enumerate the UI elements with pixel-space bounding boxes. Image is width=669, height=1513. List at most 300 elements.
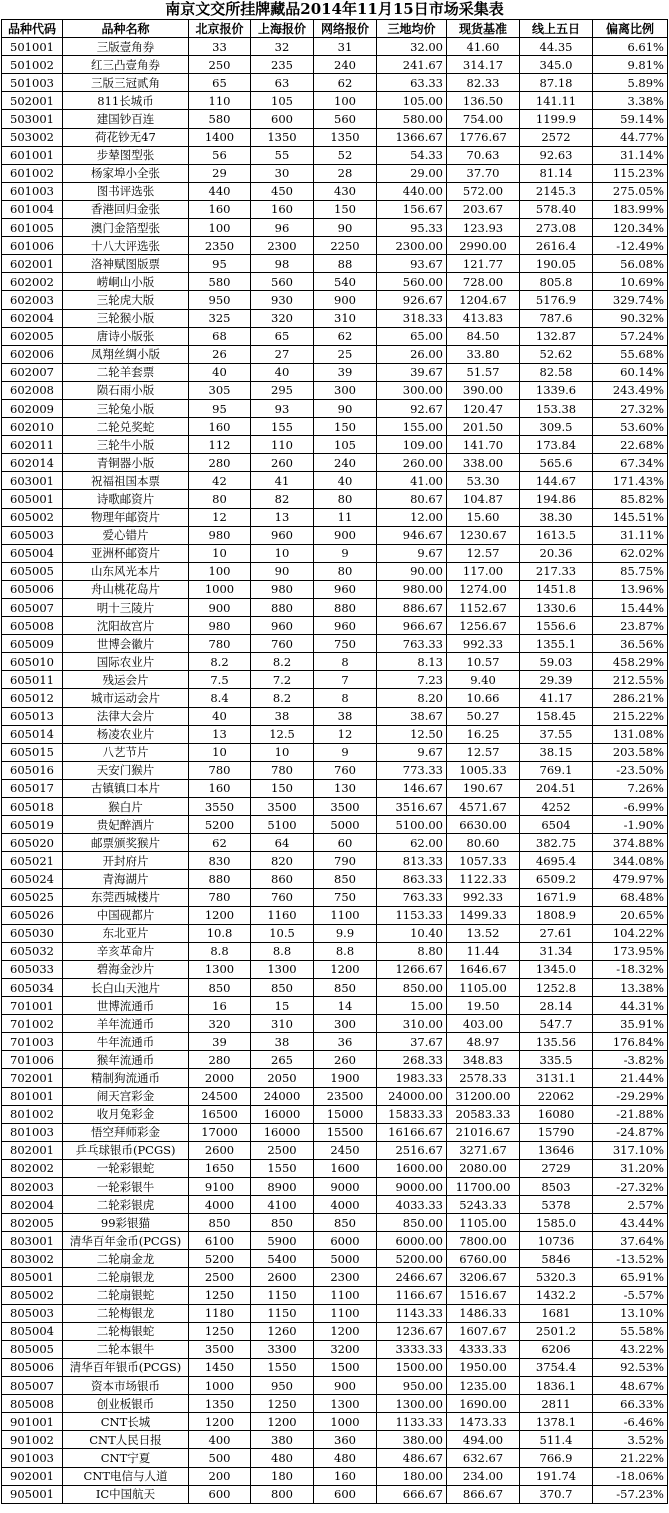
five-day-online-cell: 4252 xyxy=(520,798,593,816)
network-price-cell: 7 xyxy=(314,671,377,689)
five-day-online-cell: 81.14 xyxy=(520,164,593,182)
spot-benchmark-cell: 10.66 xyxy=(447,689,520,707)
spot-benchmark-cell: 11.44 xyxy=(447,942,520,960)
item-code-cell: 605016 xyxy=(2,761,63,779)
network-price-cell: 15500 xyxy=(314,1123,377,1141)
item-name-cell: 三版三冠贰角 xyxy=(63,74,189,92)
deviation-ratio-cell: 20.65% xyxy=(593,906,668,924)
item-name-cell: 洛神赋图版票 xyxy=(63,255,189,273)
table-row xyxy=(2,1413,668,1431)
spot-benchmark-cell: 10.57 xyxy=(447,653,520,671)
spot-benchmark-cell: 203.67 xyxy=(447,200,520,218)
five-day-online-cell: 92.63 xyxy=(520,146,593,164)
item-code-cell: 605020 xyxy=(2,834,63,852)
beijing-price-cell: 112 xyxy=(189,436,251,454)
five-day-online-cell: 59.03 xyxy=(520,653,593,671)
deviation-ratio-cell: -27.32% xyxy=(593,1178,668,1196)
item-code-cell: 605003 xyxy=(2,526,63,544)
beijing-price-cell: 62 xyxy=(189,834,251,852)
item-code-cell: 805001 xyxy=(2,1268,63,1286)
network-price-cell: 1200 xyxy=(314,960,377,978)
spot-benchmark-cell: 348.83 xyxy=(447,1051,520,1069)
item-code-cell: 602002 xyxy=(2,273,63,291)
deviation-ratio-cell: 55.58% xyxy=(593,1322,668,1340)
spot-benchmark-cell: 136.50 xyxy=(447,92,520,110)
beijing-price-cell: 110 xyxy=(189,92,251,110)
network-price-cell: 130 xyxy=(314,779,377,797)
item-name-cell: 唐诗小版张 xyxy=(63,327,189,345)
deviation-ratio-cell: 344.08% xyxy=(593,852,668,870)
spot-benchmark-cell: 120.47 xyxy=(447,399,520,417)
spot-benchmark-cell: 70.63 xyxy=(447,146,520,164)
item-name-cell: 二轮本银牛 xyxy=(63,1340,189,1358)
spot-benchmark-cell: 1486.33 xyxy=(447,1304,520,1322)
network-price-cell: 9 xyxy=(314,544,377,562)
network-price-cell: 105 xyxy=(314,436,377,454)
item-code-cell: 605030 xyxy=(2,924,63,942)
average-price-cell: 1143.33 xyxy=(377,1304,447,1322)
table-row xyxy=(2,219,668,237)
network-price-cell: 12 xyxy=(314,725,377,743)
shanghai-price-cell: 12.5 xyxy=(251,725,314,743)
deviation-ratio-cell: 60.14% xyxy=(593,363,668,381)
five-day-online-cell: 1836.1 xyxy=(520,1377,593,1395)
deviation-ratio-cell: -57.23% xyxy=(593,1485,668,1503)
beijing-price-cell: 950 xyxy=(189,291,251,309)
deviation-ratio-cell: 7.26% xyxy=(593,779,668,797)
shanghai-price-cell: 4100 xyxy=(251,1196,314,1214)
average-price-cell: 62.00 xyxy=(377,834,447,852)
spot-benchmark-cell: 866.67 xyxy=(447,1485,520,1503)
item-name-cell: 三轮猴小版 xyxy=(63,309,189,327)
table-row xyxy=(2,978,668,996)
shanghai-price-cell: 1550 xyxy=(251,1358,314,1376)
table-row xyxy=(2,1304,668,1322)
table-row xyxy=(2,906,668,924)
item-code-cell: 802004 xyxy=(2,1196,63,1214)
deviation-ratio-cell: 65.91% xyxy=(593,1268,668,1286)
shanghai-price-cell: 820 xyxy=(251,852,314,870)
beijing-price-cell: 6100 xyxy=(189,1232,251,1250)
five-day-online-cell: 1199.9 xyxy=(520,110,593,128)
average-price-cell: 180.00 xyxy=(377,1467,447,1485)
item-code-cell: 605025 xyxy=(2,888,63,906)
average-price-cell: 886.67 xyxy=(377,599,447,617)
average-price-cell: 146.67 xyxy=(377,779,447,797)
spot-benchmark-cell: 992.33 xyxy=(447,635,520,653)
deviation-ratio-cell: -24.87% xyxy=(593,1123,668,1141)
shanghai-price-cell: 1160 xyxy=(251,906,314,924)
item-name-cell: 东莞西城楼片 xyxy=(63,888,189,906)
average-price-cell: 926.67 xyxy=(377,291,447,309)
spot-benchmark-cell: 48.97 xyxy=(447,1033,520,1051)
spot-benchmark-cell: 16.25 xyxy=(447,725,520,743)
network-price-cell: 90 xyxy=(314,399,377,417)
five-day-online-cell: 2145.3 xyxy=(520,182,593,200)
item-code-cell: 605032 xyxy=(2,942,63,960)
shanghai-price-cell: 450 xyxy=(251,182,314,200)
spot-benchmark-cell: 117.00 xyxy=(447,562,520,580)
deviation-ratio-cell: 53.60% xyxy=(593,418,668,436)
shanghai-price-cell: 950 xyxy=(251,1377,314,1395)
network-price-cell: 38 xyxy=(314,707,377,725)
five-day-online-cell: 382.75 xyxy=(520,834,593,852)
item-code-cell: 805005 xyxy=(2,1340,63,1358)
table-row xyxy=(2,725,668,743)
network-price-cell: 900 xyxy=(314,526,377,544)
beijing-price-cell: 10 xyxy=(189,743,251,761)
network-price-cell: 8 xyxy=(314,653,377,671)
network-price-cell: 15000 xyxy=(314,1105,377,1123)
network-price-cell: 1500 xyxy=(314,1358,377,1376)
beijing-price-cell: 1250 xyxy=(189,1286,251,1304)
col-header-average: 三地均价 xyxy=(377,20,447,38)
network-price-cell: 60 xyxy=(314,834,377,852)
network-price-cell: 9.9 xyxy=(314,924,377,942)
deviation-ratio-cell: 120.34% xyxy=(593,219,668,237)
spot-benchmark-cell: 1105.00 xyxy=(447,1214,520,1232)
spot-benchmark-cell: 2578.33 xyxy=(447,1069,520,1087)
average-price-cell: 15.00 xyxy=(377,997,447,1015)
beijing-price-cell: 580 xyxy=(189,273,251,291)
table-row xyxy=(2,1178,668,1196)
five-day-online-cell: 22062 xyxy=(520,1087,593,1105)
deviation-ratio-cell: 55.68% xyxy=(593,345,668,363)
deviation-ratio-cell: -23.50% xyxy=(593,761,668,779)
beijing-price-cell: 26 xyxy=(189,345,251,363)
beijing-price-cell: 29 xyxy=(189,164,251,182)
table-row xyxy=(2,942,668,960)
table-row xyxy=(2,960,668,978)
five-day-online-cell: 38.30 xyxy=(520,508,593,526)
deviation-ratio-cell: 68.48% xyxy=(593,888,668,906)
deviation-ratio-cell: 6.61% xyxy=(593,38,668,56)
average-price-cell: 241.67 xyxy=(377,56,447,74)
item-code-cell: 602010 xyxy=(2,418,63,436)
table-row xyxy=(2,345,668,363)
table-row xyxy=(2,327,668,345)
deviation-ratio-cell: 43.44% xyxy=(593,1214,668,1232)
deviation-ratio-cell: 36.56% xyxy=(593,635,668,653)
network-price-cell: 790 xyxy=(314,852,377,870)
average-price-cell: 380.00 xyxy=(377,1431,447,1449)
table-row xyxy=(2,255,668,273)
table-row xyxy=(2,146,668,164)
spot-benchmark-cell: 1256.67 xyxy=(447,617,520,635)
item-name-cell: 99彩银猫 xyxy=(63,1214,189,1232)
network-price-cell: 1300 xyxy=(314,1395,377,1413)
average-price-cell: 90.00 xyxy=(377,562,447,580)
deviation-ratio-cell: 317.10% xyxy=(593,1141,668,1159)
average-price-cell: 773.33 xyxy=(377,761,447,779)
shanghai-price-cell: 93 xyxy=(251,399,314,417)
shanghai-price-cell: 24000 xyxy=(251,1087,314,1105)
item-name-cell: 杨家埠小全张 xyxy=(63,164,189,182)
average-price-cell: 3516.67 xyxy=(377,798,447,816)
item-name-cell: 步辇图型张 xyxy=(63,146,189,164)
table-row xyxy=(2,779,668,797)
spot-benchmark-cell: 728.00 xyxy=(447,273,520,291)
item-name-cell: 青海湖片 xyxy=(63,870,189,888)
shanghai-price-cell: 55 xyxy=(251,146,314,164)
deviation-ratio-cell: 176.84% xyxy=(593,1033,668,1051)
item-code-cell: 801002 xyxy=(2,1105,63,1123)
item-name-cell: 世博流通币 xyxy=(63,997,189,1015)
item-name-cell: 明十三陵片 xyxy=(63,599,189,617)
table-row xyxy=(2,1196,668,1214)
network-price-cell: 2450 xyxy=(314,1141,377,1159)
spot-benchmark-cell: 19.50 xyxy=(447,997,520,1015)
item-code-cell: 605014 xyxy=(2,725,63,743)
deviation-ratio-cell: 37.64% xyxy=(593,1232,668,1250)
item-name-cell: 二轮兑奖蛇 xyxy=(63,418,189,436)
spot-benchmark-cell: 2080.00 xyxy=(447,1159,520,1177)
spot-benchmark-cell: 51.57 xyxy=(447,363,520,381)
five-day-online-cell: 1355.1 xyxy=(520,635,593,653)
network-price-cell: 31 xyxy=(314,38,377,56)
table-row xyxy=(2,599,668,617)
item-name-cell: 红三凸壹角券 xyxy=(63,56,189,74)
shanghai-price-cell: 8.2 xyxy=(251,689,314,707)
average-price-cell: 5200.00 xyxy=(377,1250,447,1268)
item-code-cell: 605009 xyxy=(2,635,63,653)
shanghai-price-cell: 560 xyxy=(251,273,314,291)
item-name-cell: 猴白片 xyxy=(63,798,189,816)
shanghai-price-cell: 1250 xyxy=(251,1395,314,1413)
beijing-price-cell: 200 xyxy=(189,1467,251,1485)
item-name-cell: CNT人民日报 xyxy=(63,1431,189,1449)
average-price-cell: 39.67 xyxy=(377,363,447,381)
item-name-cell: 牛年流通币 xyxy=(63,1033,189,1051)
five-day-online-cell: 2729 xyxy=(520,1159,593,1177)
item-code-cell: 502001 xyxy=(2,92,63,110)
spot-benchmark-cell: 1950.00 xyxy=(447,1358,520,1376)
beijing-price-cell: 500 xyxy=(189,1449,251,1467)
beijing-price-cell: 5200 xyxy=(189,816,251,834)
average-price-cell: 2516.67 xyxy=(377,1141,447,1159)
beijing-price-cell: 8.2 xyxy=(189,653,251,671)
spot-benchmark-cell: 390.00 xyxy=(447,381,520,399)
shanghai-price-cell: 110 xyxy=(251,436,314,454)
five-day-online-cell: 52.62 xyxy=(520,345,593,363)
five-day-online-cell: 2616.4 xyxy=(520,237,593,255)
item-code-cell: 605026 xyxy=(2,906,63,924)
item-name-cell: 猴年流通币 xyxy=(63,1051,189,1069)
beijing-price-cell: 10 xyxy=(189,544,251,562)
network-price-cell: 6000 xyxy=(314,1232,377,1250)
item-code-cell: 601001 xyxy=(2,146,63,164)
five-day-online-cell: 547.7 xyxy=(520,1015,593,1033)
table-row xyxy=(2,1395,668,1413)
five-day-online-cell: 2811 xyxy=(520,1395,593,1413)
shanghai-price-cell: 480 xyxy=(251,1449,314,1467)
deviation-ratio-cell: 21.44% xyxy=(593,1069,668,1087)
shanghai-price-cell: 265 xyxy=(251,1051,314,1069)
deviation-ratio-cell: -18.32% xyxy=(593,960,668,978)
network-price-cell: 25 xyxy=(314,345,377,363)
beijing-price-cell: 305 xyxy=(189,381,251,399)
shanghai-price-cell: 10 xyxy=(251,544,314,562)
table-row xyxy=(2,1159,668,1177)
five-day-online-cell: 370.7 xyxy=(520,1485,593,1503)
average-price-cell: 65.00 xyxy=(377,327,447,345)
item-code-cell: 503002 xyxy=(2,128,63,146)
five-day-online-cell: 3754.4 xyxy=(520,1358,593,1376)
five-day-online-cell: 144.67 xyxy=(520,472,593,490)
item-code-cell: 805002 xyxy=(2,1286,63,1304)
beijing-price-cell: 160 xyxy=(189,418,251,436)
five-day-online-cell: 5176.9 xyxy=(520,291,593,309)
shanghai-price-cell: 760 xyxy=(251,888,314,906)
average-price-cell: 946.67 xyxy=(377,526,447,544)
item-code-cell: 601004 xyxy=(2,200,63,218)
deviation-ratio-cell: 374.88% xyxy=(593,834,668,852)
deviation-ratio-cell: 2.57% xyxy=(593,1196,668,1214)
item-name-cell: 凤翔丝绸小版 xyxy=(63,345,189,363)
table-row xyxy=(2,418,668,436)
network-price-cell: 1350 xyxy=(314,128,377,146)
beijing-price-cell: 980 xyxy=(189,526,251,544)
average-price-cell: 560.00 xyxy=(377,273,447,291)
five-day-online-cell: 16080 xyxy=(520,1105,593,1123)
five-day-online-cell: 191.74 xyxy=(520,1467,593,1485)
beijing-price-cell: 95 xyxy=(189,399,251,417)
average-price-cell: 950.00 xyxy=(377,1377,447,1395)
col-header-shanghai: 上海报价 xyxy=(251,20,314,38)
beijing-price-cell: 600 xyxy=(189,1485,251,1503)
average-price-cell: 300.00 xyxy=(377,381,447,399)
beijing-price-cell: 42 xyxy=(189,472,251,490)
beijing-price-cell: 320 xyxy=(189,1015,251,1033)
average-price-cell: 26.00 xyxy=(377,345,447,363)
network-price-cell: 3500 xyxy=(314,798,377,816)
shanghai-price-cell: 3500 xyxy=(251,798,314,816)
shanghai-price-cell: 16000 xyxy=(251,1123,314,1141)
shanghai-price-cell: 180 xyxy=(251,1467,314,1485)
item-name-cell: 闹天宫彩金 xyxy=(63,1087,189,1105)
shanghai-price-cell: 880 xyxy=(251,599,314,617)
spot-benchmark-cell: 1274.00 xyxy=(447,580,520,598)
five-day-online-cell: 87.18 xyxy=(520,74,593,92)
item-name-cell: 十八大评选张 xyxy=(63,237,189,255)
network-price-cell: 62 xyxy=(314,327,377,345)
table-row xyxy=(2,852,668,870)
shanghai-price-cell: 64 xyxy=(251,834,314,852)
five-day-online-cell: 565.6 xyxy=(520,454,593,472)
five-day-online-cell: 1451.8 xyxy=(520,580,593,598)
item-name-cell: 残运会片 xyxy=(63,671,189,689)
table-row xyxy=(2,237,668,255)
spot-benchmark-cell: 4333.33 xyxy=(447,1340,520,1358)
table-row xyxy=(2,1141,668,1159)
item-name-cell: 国际农业片 xyxy=(63,653,189,671)
item-name-cell: 图书评选张 xyxy=(63,182,189,200)
network-price-cell: 8 xyxy=(314,689,377,707)
network-price-cell: 960 xyxy=(314,580,377,598)
shanghai-price-cell: 32 xyxy=(251,38,314,56)
spot-benchmark-cell: 53.30 xyxy=(447,472,520,490)
shanghai-price-cell: 90 xyxy=(251,562,314,580)
item-code-cell: 701001 xyxy=(2,997,63,1015)
table-row xyxy=(2,1485,668,1503)
beijing-price-cell: 160 xyxy=(189,779,251,797)
item-code-cell: 602006 xyxy=(2,345,63,363)
average-price-cell: 666.67 xyxy=(377,1485,447,1503)
average-price-cell: 1600.00 xyxy=(377,1159,447,1177)
col-header-name: 品种名称 xyxy=(63,20,189,38)
shanghai-price-cell: 10 xyxy=(251,743,314,761)
spot-benchmark-cell: 3206.67 xyxy=(447,1268,520,1286)
table-row xyxy=(2,1377,668,1395)
spot-benchmark-cell: 12.57 xyxy=(447,743,520,761)
shanghai-price-cell: 5900 xyxy=(251,1232,314,1250)
five-day-online-cell: 345.0 xyxy=(520,56,593,74)
item-name-cell: IC中国航天 xyxy=(63,1485,189,1503)
spot-benchmark-cell: 1499.33 xyxy=(447,906,520,924)
item-code-cell: 802005 xyxy=(2,1214,63,1232)
network-price-cell: 36 xyxy=(314,1033,377,1051)
average-price-cell: 15833.33 xyxy=(377,1105,447,1123)
item-name-cell: 崂峒山小版 xyxy=(63,273,189,291)
network-price-cell: 2250 xyxy=(314,237,377,255)
deviation-ratio-cell: 203.58% xyxy=(593,743,668,761)
average-price-cell: 813.33 xyxy=(377,852,447,870)
table-row xyxy=(2,508,668,526)
five-day-online-cell: 309.5 xyxy=(520,418,593,436)
item-code-cell: 602001 xyxy=(2,255,63,273)
table-row xyxy=(2,164,668,182)
table-row xyxy=(2,562,668,580)
item-code-cell: 701003 xyxy=(2,1033,63,1051)
average-price-cell: 2300.00 xyxy=(377,237,447,255)
beijing-price-cell: 40 xyxy=(189,363,251,381)
beijing-price-cell: 10.8 xyxy=(189,924,251,942)
average-price-cell: 863.33 xyxy=(377,870,447,888)
five-day-online-cell: 38.15 xyxy=(520,743,593,761)
beijing-price-cell: 100 xyxy=(189,219,251,237)
shanghai-price-cell: 82 xyxy=(251,490,314,508)
shanghai-price-cell: 8.2 xyxy=(251,653,314,671)
beijing-price-cell: 16 xyxy=(189,997,251,1015)
spot-benchmark-cell: 1152.67 xyxy=(447,599,520,617)
beijing-price-cell: 980 xyxy=(189,617,251,635)
network-price-cell: 360 xyxy=(314,1431,377,1449)
item-code-cell: 605001 xyxy=(2,490,63,508)
spot-benchmark-cell: 123.93 xyxy=(447,219,520,237)
deviation-ratio-cell: 329.74% xyxy=(593,291,668,309)
deviation-ratio-cell: 57.24% xyxy=(593,327,668,345)
shanghai-price-cell: 1550 xyxy=(251,1159,314,1177)
spot-benchmark-cell: 12.57 xyxy=(447,544,520,562)
five-day-online-cell: 132.87 xyxy=(520,327,593,345)
deviation-ratio-cell: 10.69% xyxy=(593,273,668,291)
col-header-code: 品种代码 xyxy=(2,20,63,38)
shanghai-price-cell: 3300 xyxy=(251,1340,314,1358)
five-day-online-cell: 153.38 xyxy=(520,399,593,417)
shanghai-price-cell: 30 xyxy=(251,164,314,182)
five-day-online-cell: 1252.8 xyxy=(520,978,593,996)
deviation-ratio-cell: 243.49% xyxy=(593,381,668,399)
item-code-cell: 602008 xyxy=(2,381,63,399)
shanghai-price-cell: 155 xyxy=(251,418,314,436)
average-price-cell: 850.00 xyxy=(377,1214,447,1232)
average-price-cell: 95.33 xyxy=(377,219,447,237)
network-price-cell: 8.8 xyxy=(314,942,377,960)
item-code-cell: 701002 xyxy=(2,1015,63,1033)
beijing-price-cell: 2000 xyxy=(189,1069,251,1087)
shanghai-price-cell: 780 xyxy=(251,761,314,779)
table-row xyxy=(2,128,668,146)
